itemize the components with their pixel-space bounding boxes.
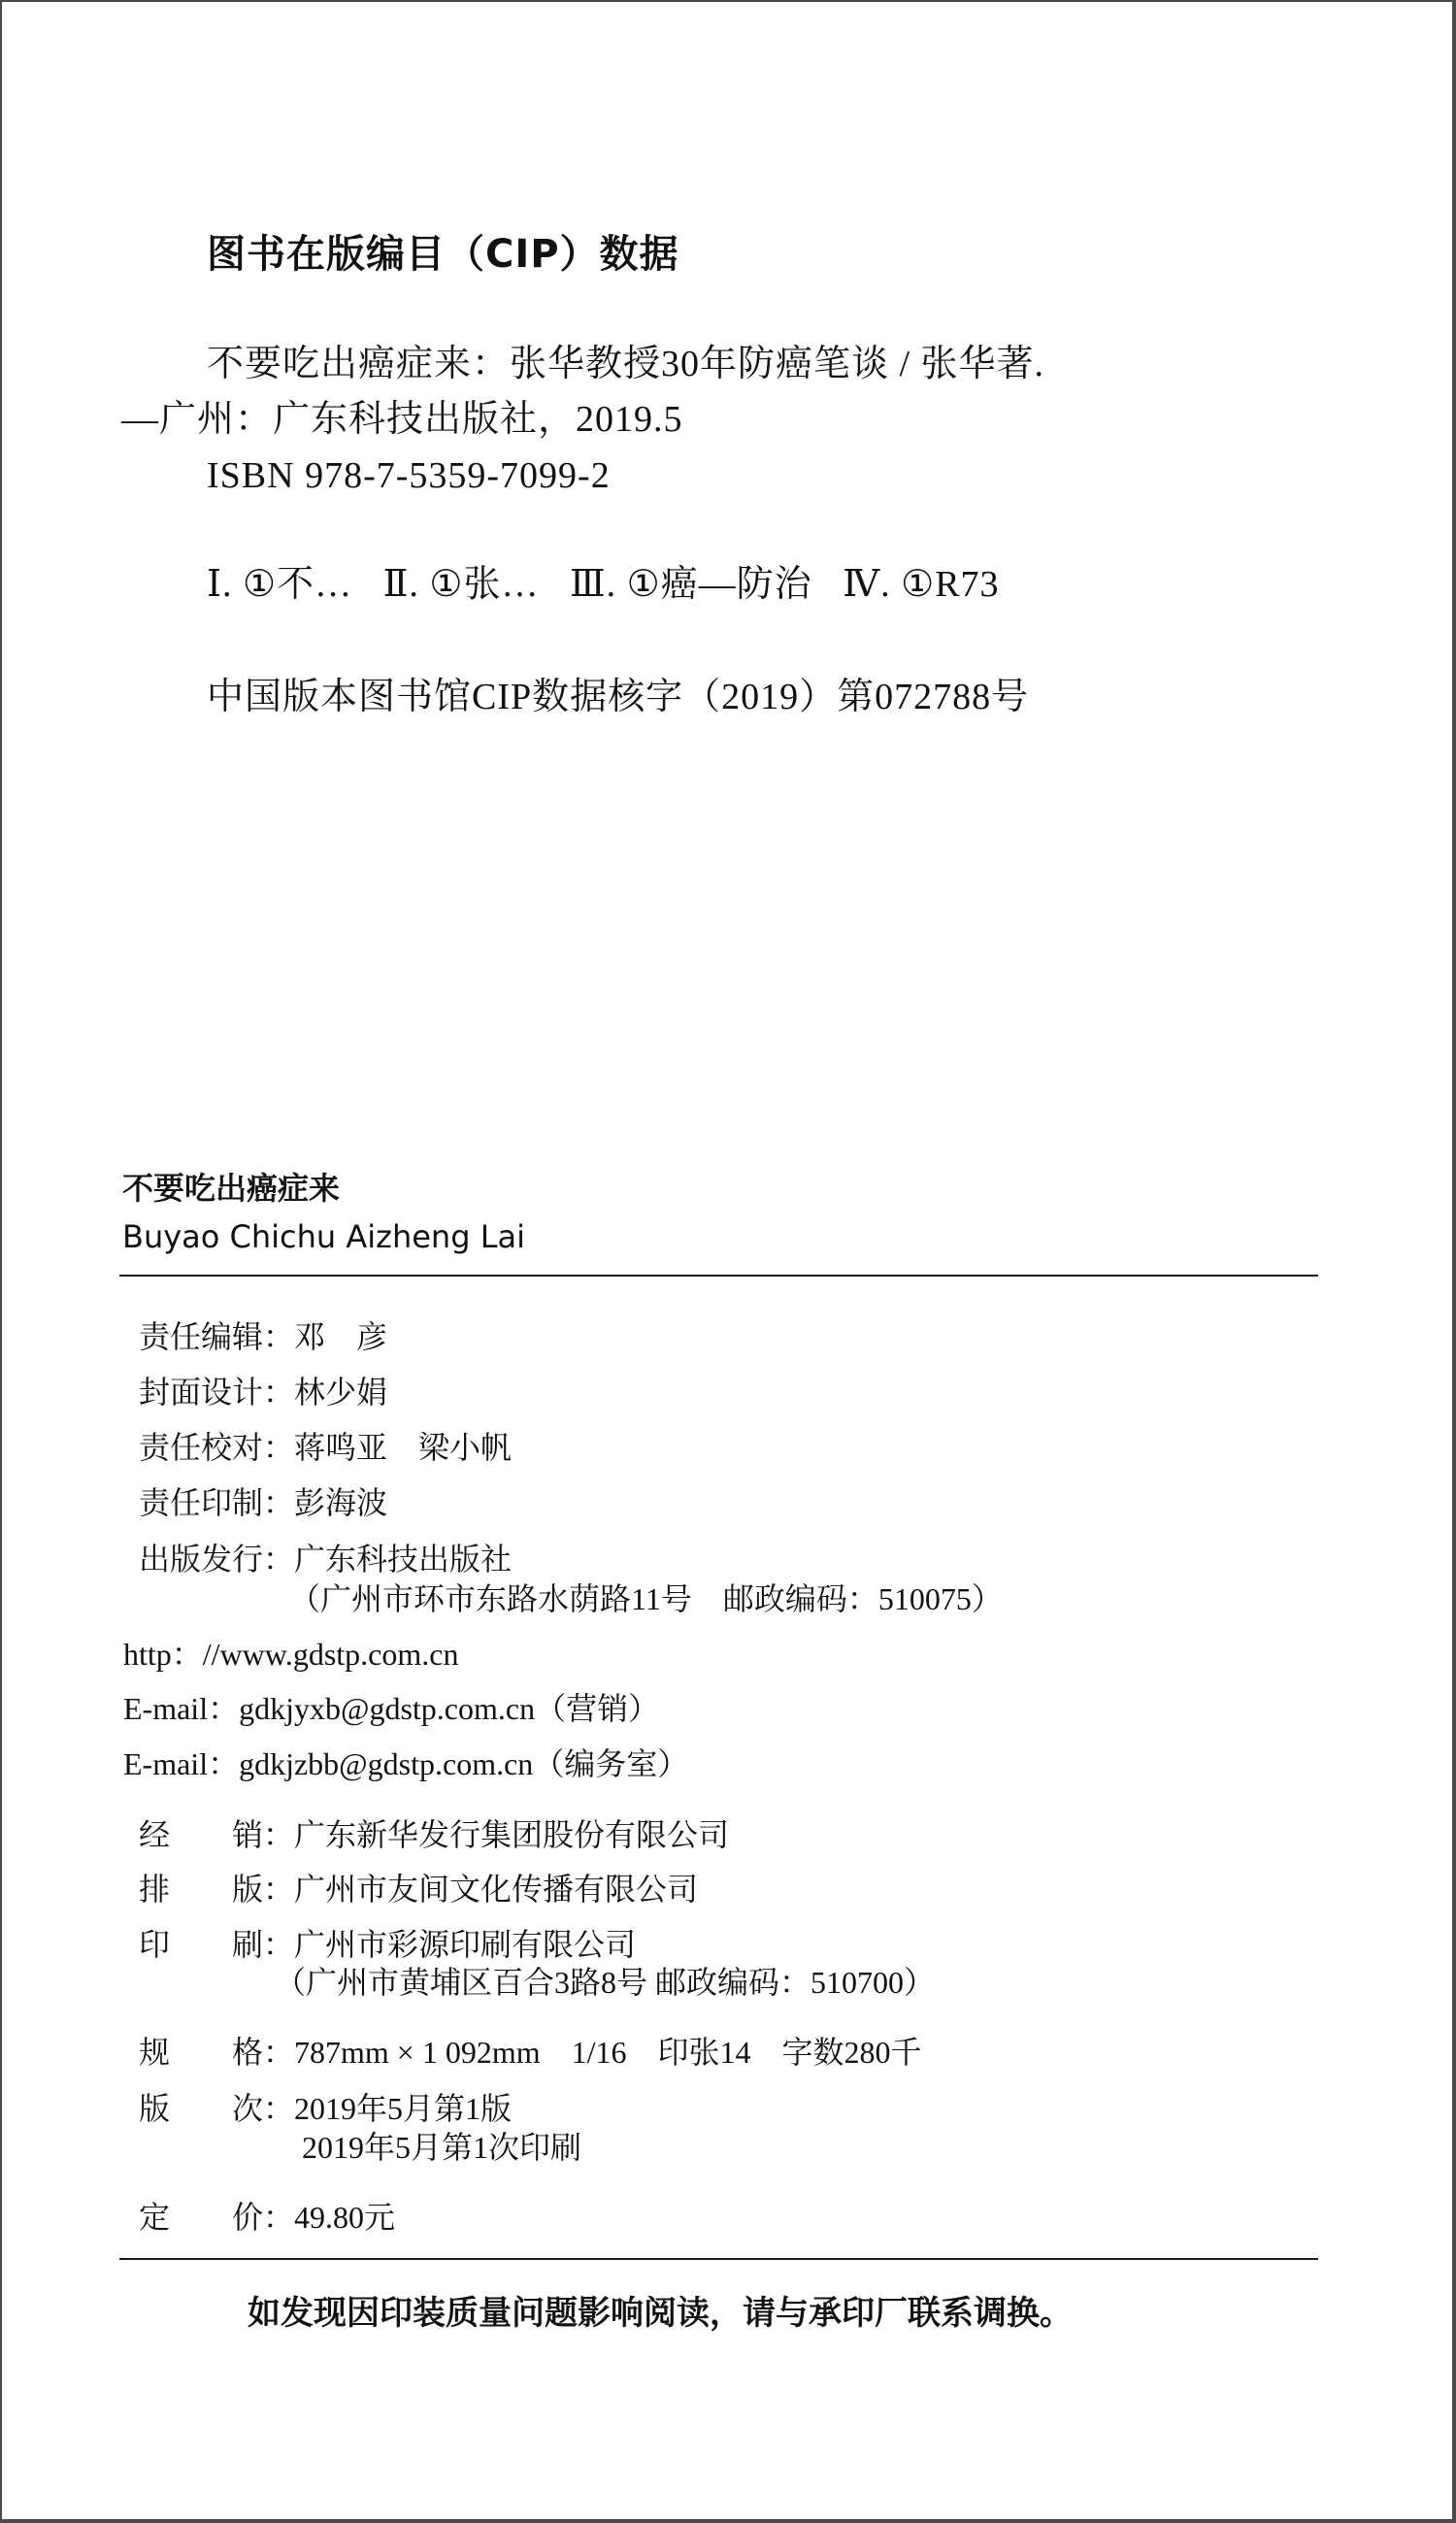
credit-editor bbox=[123, 1290, 387, 1352]
website-link[interactable]: http：//www.gdstp.com.cn bbox=[123, 1637, 459, 1672]
detail-label: 版 次： bbox=[139, 2091, 295, 2126]
detail-value: 广州市友间文化传播有限公司 bbox=[294, 1872, 699, 1907]
email-marketing[interactable]: E-mail：gdkjyxb@gdstp.com.cn（营销） bbox=[123, 1691, 660, 1726]
printer-address: （广州市黄埔区百合3路8号 邮政编码：510700） bbox=[275, 1965, 936, 2000]
credit-label: 出版发行： bbox=[139, 1542, 295, 1577]
book-title-pinyin: Buyao Chichu Aizheng Lai bbox=[122, 1218, 526, 1255]
credit-value: 林少娟 bbox=[294, 1375, 388, 1410]
detail-label: 印 刷： bbox=[139, 1927, 295, 1962]
detail-specs bbox=[123, 2006, 922, 2068]
credit-value: 广东科技出版社 bbox=[294, 1542, 513, 1577]
detail-value: 2019年5月第1版 bbox=[294, 2091, 513, 2126]
detail-value: 广州市彩源印刷有限公司 bbox=[294, 1927, 637, 1962]
detail-printer bbox=[123, 1898, 636, 1960]
publisher-address: （广州市环市东路水荫路11号 邮政编码：510075） bbox=[289, 1581, 1003, 1616]
credit-printing-manager bbox=[123, 1456, 387, 1518]
credit-cover-design bbox=[123, 1345, 387, 1408]
book-title-cn: 不要吃出癌症来 bbox=[122, 1170, 341, 1207]
credit-label: 责任校对： bbox=[139, 1430, 295, 1465]
detail-printing: 2019年5月第1次印刷 bbox=[302, 2130, 582, 2165]
cip-classification: Ⅰ. ①不… Ⅱ. ①张… Ⅲ. ①癌—防治 Ⅳ. ①R73 bbox=[207, 564, 1000, 605]
detail-value: 787mm × 1 092mm 1/16 印张14 字数280千 bbox=[294, 2035, 922, 2070]
detail-edition bbox=[123, 2062, 512, 2124]
credit-value: 邓 彦 bbox=[294, 1319, 388, 1354]
top-divider bbox=[119, 1275, 1318, 1277]
detail-price bbox=[123, 2171, 395, 2233]
credit-label: 封面设计： bbox=[139, 1375, 295, 1410]
quality-notice: 如发现因印装质量问题影响阅读，请与承印厂联系调换。 bbox=[248, 2294, 1073, 2333]
detail-value: 49.80元 bbox=[294, 2200, 396, 2235]
detail-label: 定 价： bbox=[139, 2200, 295, 2235]
detail-value: 广东新华发行集团股份有限公司 bbox=[294, 1817, 730, 1852]
cip-heading: 图书在版编目（CIP）数据 bbox=[207, 232, 679, 277]
cip-isbn: ISBN 978-7-5359-7099-2 bbox=[207, 455, 611, 496]
detail-typesetting bbox=[123, 1842, 698, 1905]
credit-value: 彭海波 bbox=[294, 1485, 388, 1520]
detail-label: 规 格： bbox=[139, 2035, 295, 2070]
cip-number: 中国版本图书馆CIP数据核字（2019）第072788号 bbox=[207, 677, 1030, 717]
credit-value: 蒋鸣亚 梁小帆 bbox=[294, 1430, 513, 1465]
email-editorial[interactable]: E-mail：gdkjzbb@gdstp.com.cn（编务室） bbox=[123, 1746, 689, 1781]
detail-label: 排 版： bbox=[139, 1872, 295, 1907]
credit-label: 责任编辑： bbox=[139, 1319, 295, 1354]
detail-distributor bbox=[123, 1788, 729, 1850]
detail-label: 经 销： bbox=[139, 1817, 295, 1852]
cip-entry-line1: 不要吃出癌症来：张华教授30年防癌笔谈 / 张华著. bbox=[207, 344, 1045, 384]
cip-entry-line2: —广州：广东科技出版社，2019.5 bbox=[121, 399, 683, 440]
bottom-divider bbox=[119, 2258, 1318, 2260]
credit-label: 责任印制： bbox=[139, 1485, 295, 1520]
credit-proofreader bbox=[123, 1401, 512, 1463]
credit-publisher bbox=[123, 1512, 512, 1575]
